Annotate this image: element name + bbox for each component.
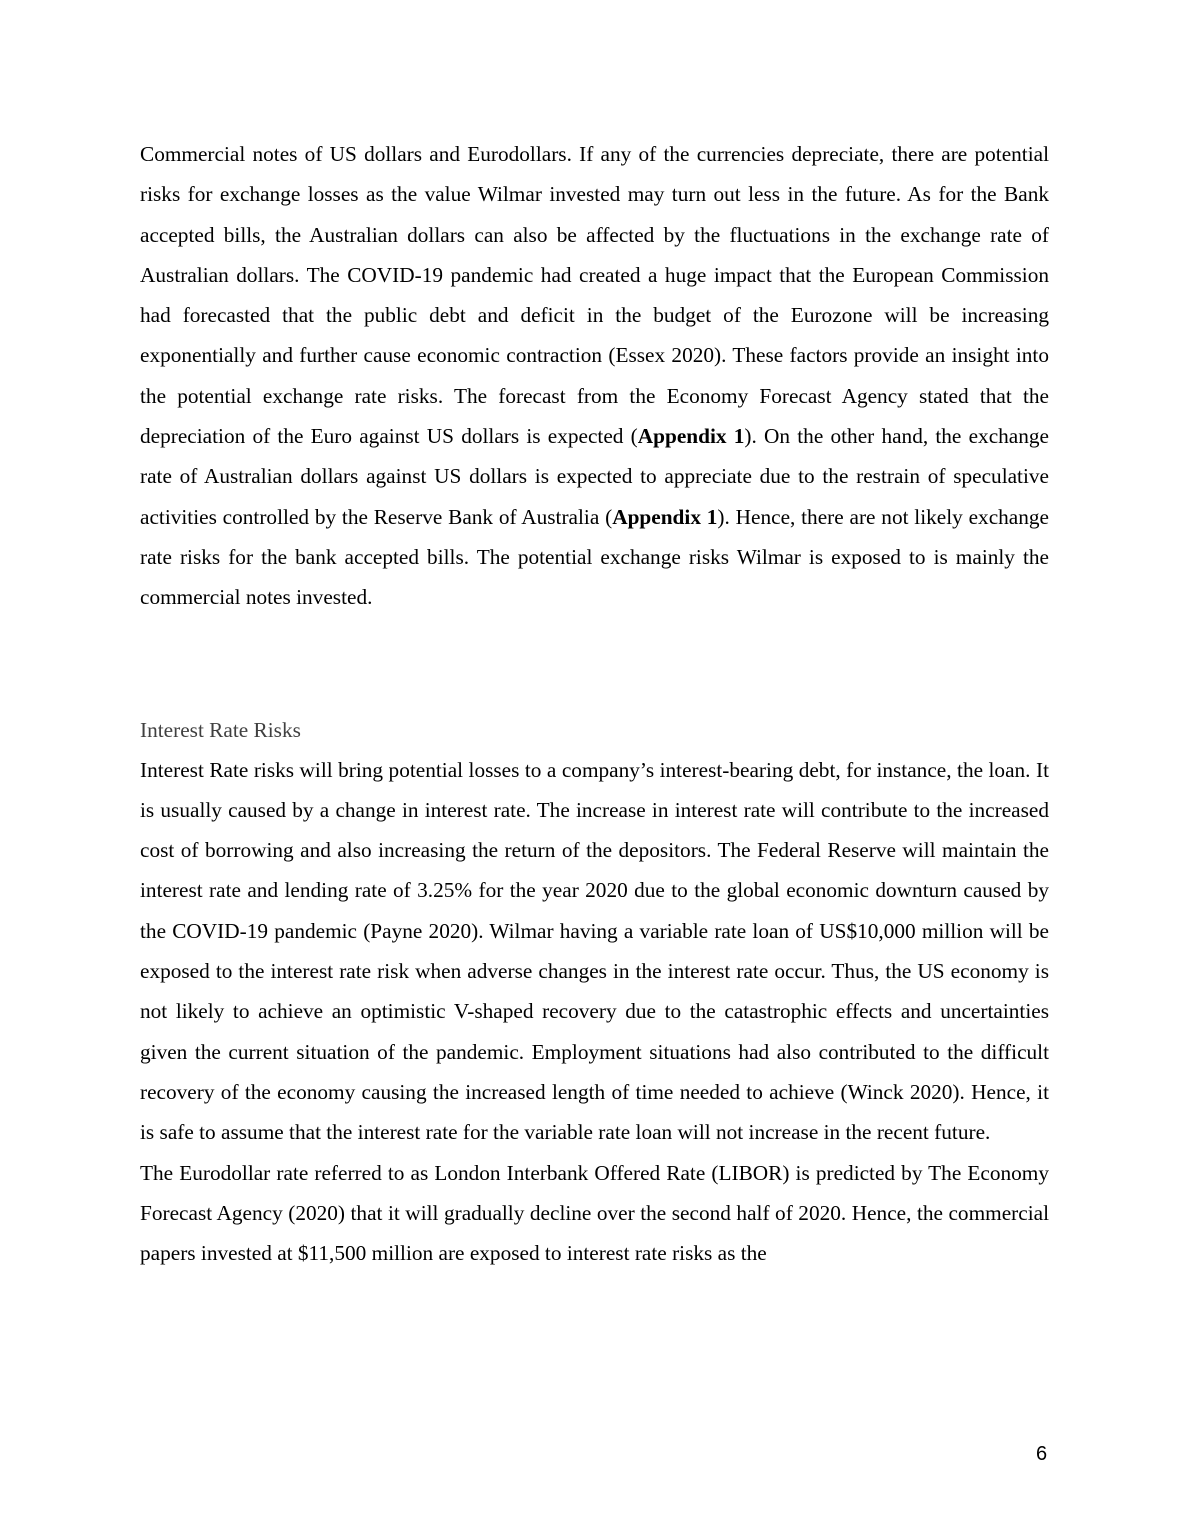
- appendix-reference: Appendix 1: [612, 504, 718, 529]
- section-heading: Interest Rate Risks: [140, 717, 301, 742]
- appendix-reference: Appendix 1: [637, 424, 745, 449]
- paragraph-text: Commercial notes of US dollars and Eurodollars. If any of the currencies depreciate, there are potential risks for exchange losses as the value Wilmar invested may turn out less in the future. As for the Bank accepted bills, the Australian dollars can also be affected by the fluctuations in the exchange rate of Australian dollars. The COVID-19 pandemic had created a huge impact that the European Commission had forecasted that the public debt and deficit in the budget of the Eurozone will be increasing exponentially and further cause economic contraction (Essex 2020). These factors provide an insight into the potential exchange rate risks. The forecast from the Economy Forecast Agency stated that the depreciation of the Euro against US dollars is expected (: [140, 142, 1049, 449]
- document-body: [140, 134, 1049, 1273]
- paragraph-eurodollar: The Eurodollar rate referred to as London Interbank Offered Rate (LIBOR) is predicted by The Economy Forecast Agency (2020) that it will gradually decline over the second half of 2020. Hence, the commercial papers invested at $11,500 million are exposed to interest rate risks as the: [140, 1160, 1049, 1266]
- paragraph-exchange-risk: [140, 134, 1049, 618]
- paragraph-interest-rate: Interest Rate risks will bring potential losses to a company’s interest-bearing debt, for instance, the loan. It is usually caused by a change in interest rate. The increase in interest rate will contribute to the increased cost of borrowing and also increasing the return of the depositors. The Federal Reserve will maintain the interest rate and lending rate of 3.25% for the year 2020 due to the global economic downturn caused by the COVID-19 pandemic (Payne 2020). Wilmar having a variable rate loan of US$10,000 million will be exposed to the interest rate risk when adverse changes in the interest rate occur. Thus, the US economy is not likely to achieve an optimistic V-shaped recovery due to the catastrophic effects and uncertainties given the current situation of the pandemic. Employment situations had also contributed to the difficult recovery of the economy causing the increased length of time needed to achieve (Winck 2020). Hence, it is safe to assume that the interest rate for the variable rate loan will not increase in the recent future.: [140, 757, 1049, 1145]
- paragraph-text: ). On the other hand, the exchange rate of Australian dollars against US dollars is expected to appreciate due to the restrain of speculative activities controlled by the Reserve Bank of Australia (: [140, 424, 1049, 529]
- paragraph-text: ). Hence, there are not likely exchange rate risks for the bank accepted bills. The potential exchange risks Wilmar is exposed to is mainly the commercial notes invested.: [140, 504, 1050, 610]
- page-number: 6: [1036, 1443, 1048, 1465]
